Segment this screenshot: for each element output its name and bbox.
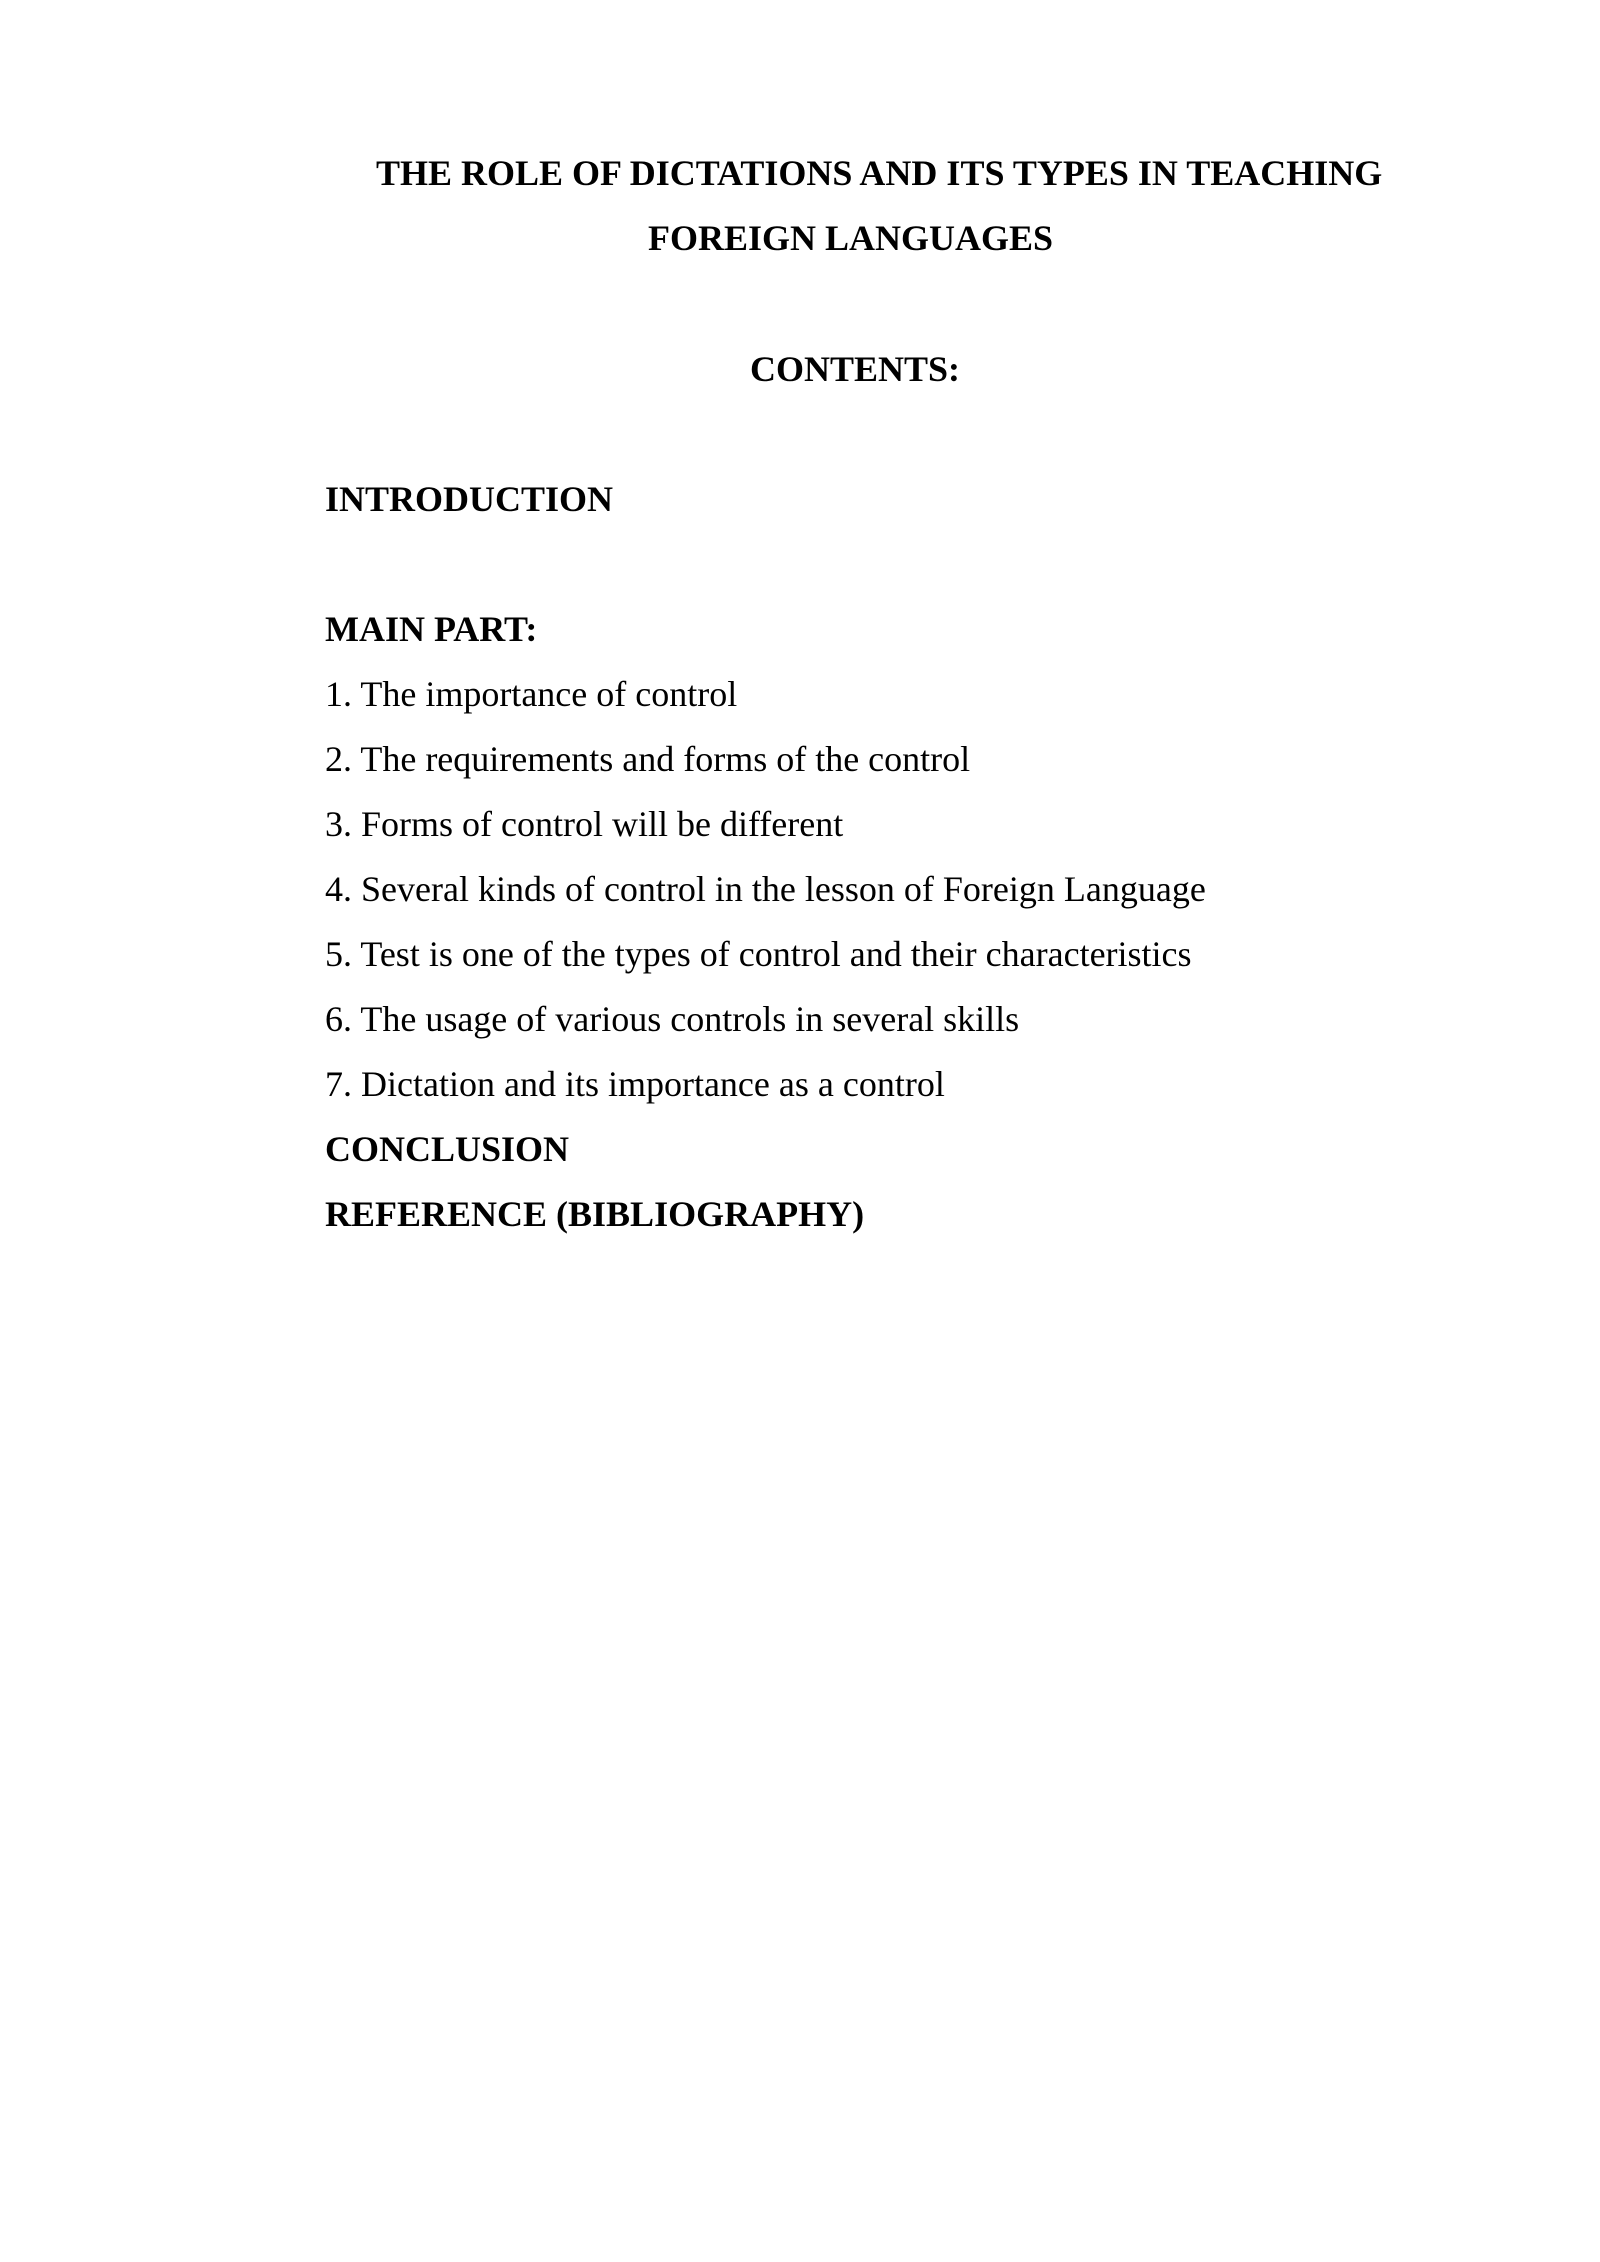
toc-introduction: INTRODUCTION (325, 479, 614, 519)
toc-item: 3. Forms of control will be different (325, 804, 844, 844)
document-title-line-2: FOREIGN LANGUAGES (648, 218, 1054, 258)
document-title-line-1: THE ROLE OF DICTATIONS AND ITS TYPES IN TEACHING (376, 153, 1383, 193)
toc-item: 4. Several kinds of control in the lesson of Foreign Language (325, 869, 1206, 909)
toc-reference: REFERENCE (BIBLIOGRAPHY) (325, 1194, 865, 1234)
toc-item: 5. Test is one of the types of control and their characteristics (325, 934, 1192, 974)
toc-conclusion: CONCLUSION (325, 1129, 570, 1169)
toc-main-part-heading: MAIN PART: (325, 609, 538, 649)
contents-heading: CONTENTS: (750, 349, 961, 389)
toc-item: 6. The usage of various controls in several skills (325, 999, 1020, 1039)
toc-item: 1. The importance of control (325, 674, 738, 714)
toc-item: 7. Dictation and its importance as a control (325, 1064, 945, 1104)
toc-item: 2. The requirements and forms of the control (325, 739, 971, 779)
